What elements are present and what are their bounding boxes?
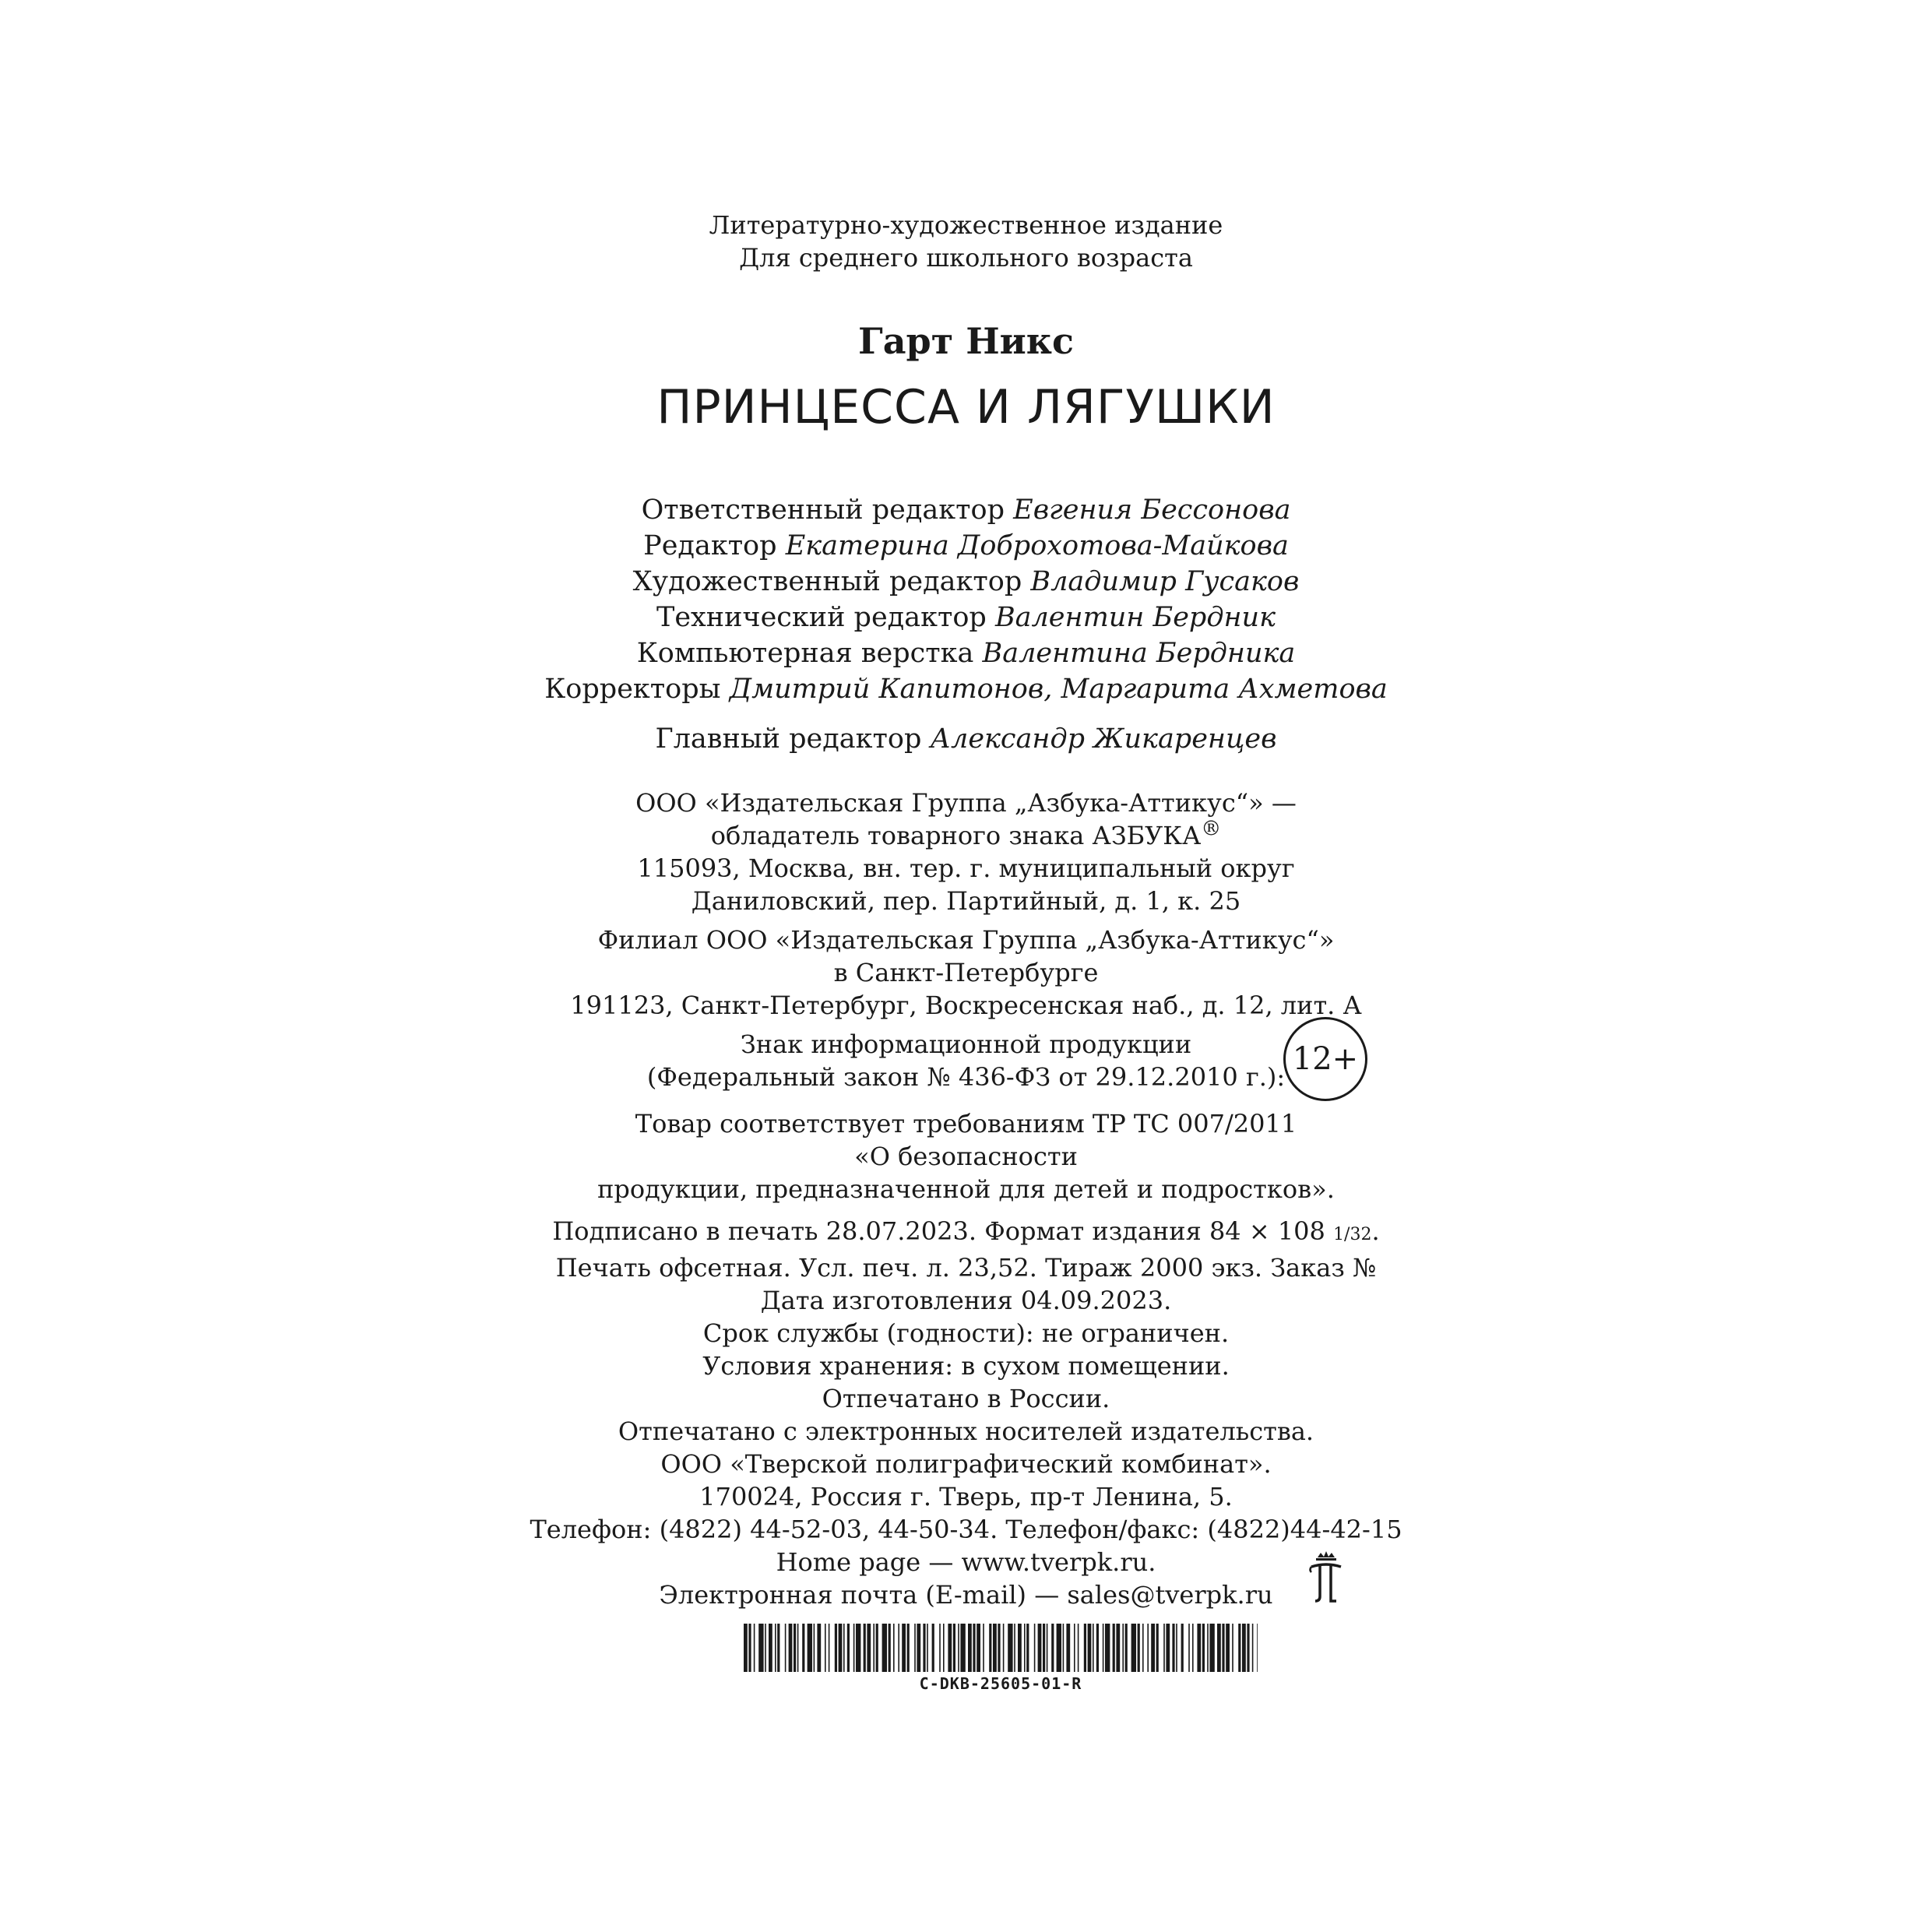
barcode-bar <box>785 1624 787 1672</box>
barcode-bar <box>1084 1624 1086 1672</box>
credit-name: Валентин Бердник <box>994 602 1276 633</box>
barcode-bar <box>1176 1624 1177 1672</box>
print-format-end: . <box>1371 1216 1380 1246</box>
barcode-bar <box>889 1624 891 1672</box>
barcode-bar <box>1051 1624 1054 1672</box>
barcode-bar <box>1156 1624 1159 1672</box>
barcode-bar <box>1063 1624 1065 1672</box>
compliance-line: продукции, предназначенной для детей и подростков». <box>597 1174 1335 1204</box>
shelf-life: Срок службы (годности): не ограничен. <box>702 1318 1230 1348</box>
barcode-bar <box>769 1624 772 1672</box>
barcode-bar <box>1103 1624 1104 1672</box>
printer-logo-icon <box>1307 1550 1346 1604</box>
credit-role: Корректоры <box>544 674 721 705</box>
barcode-bar <box>1192 1624 1194 1672</box>
barcode-bar <box>948 1624 952 1672</box>
barcode-bar <box>1188 1624 1190 1672</box>
info-sign-block <box>0 1028 1932 1093</box>
barcode-bar <box>744 1624 748 1672</box>
barcode-bar <box>943 1624 945 1672</box>
barcode-bar <box>1238 1624 1240 1672</box>
chief-editor-line <box>0 721 1932 757</box>
credit-name: Валентина Бердника <box>982 638 1296 669</box>
barcode-bar <box>1172 1624 1174 1672</box>
credit-line <box>0 564 1932 600</box>
barcode-bar <box>1125 1624 1128 1672</box>
barcode-bar <box>1078 1624 1079 1672</box>
barcode-bar <box>958 1624 959 1672</box>
barcode-bar <box>1026 1624 1029 1672</box>
credit-name: Владимир Гусаков <box>1030 566 1300 597</box>
barcode-bar <box>1066 1624 1070 1672</box>
barcode-bar <box>927 1624 928 1672</box>
book-title: ПРИНЦЕССА И ЛЯГУШКИ <box>656 380 1276 435</box>
credit-line <box>0 492 1932 528</box>
barcode-bar <box>983 1624 984 1672</box>
compliance-line: «О безопасности <box>854 1142 1078 1171</box>
printer-email: Электронная почта (E-mail) — sales@tverpk.ru <box>659 1580 1273 1610</box>
barcode-bar <box>1047 1624 1048 1672</box>
barcode-bar <box>1222 1624 1224 1672</box>
barcode-bar <box>1247 1624 1249 1672</box>
barcode-bar <box>808 1624 812 1672</box>
barcode-bar <box>1088 1624 1092 1672</box>
barcode-bar <box>1122 1624 1124 1672</box>
barcode-bar <box>1034 1624 1036 1672</box>
printed-from: Отпечатано с электронных носителей издательства. <box>618 1416 1314 1446</box>
printer-phone: Телефон: (4822) 44-52-03, 44-50-34. Телефон/факс: (4822)44-42-15 <box>530 1515 1402 1544</box>
barcode-bar <box>1024 1624 1026 1672</box>
barcode-bar <box>839 1624 843 1672</box>
barcode-bar <box>825 1624 826 1672</box>
barcode-bar <box>953 1624 955 1672</box>
barcode-bar <box>1014 1624 1015 1672</box>
age-rating-badge: 12+ <box>1283 1017 1367 1101</box>
barcode-bar <box>1138 1624 1140 1672</box>
credits-block <box>0 492 1932 707</box>
barcode-bar <box>1257 1624 1258 1672</box>
barcode-icon <box>744 1624 1258 1672</box>
storage-conditions: Условия хранения: в сухом помещении. <box>702 1351 1230 1381</box>
barcode-bar <box>923 1624 925 1672</box>
credit-role: Технический редактор <box>656 602 987 633</box>
publisher-name: ООО «Издательская Группа „Азбука-Аттикус“» — <box>635 788 1297 818</box>
author-name: Гарт Никс <box>857 320 1075 362</box>
barcode-bar <box>777 1624 779 1672</box>
credit-name: Александр Жикаренцев <box>930 723 1277 755</box>
barcode-bar <box>1226 1624 1230 1672</box>
barcode-bar <box>1181 1624 1184 1672</box>
barcode-bar <box>867 1624 871 1672</box>
barcode-bar <box>882 1624 887 1672</box>
barcode-bar <box>893 1624 895 1672</box>
barcode-bar <box>829 1624 830 1672</box>
credit-line <box>0 721 1932 757</box>
barcode-bar <box>864 1624 866 1672</box>
credit-line <box>0 635 1932 671</box>
barcode-bar <box>1105 1624 1110 1672</box>
barcode-bar <box>873 1624 875 1672</box>
barcode-bar <box>1151 1624 1155 1672</box>
barcode-bar <box>977 1624 980 1672</box>
barcode-bar <box>1217 1624 1221 1672</box>
credit-line <box>0 671 1932 707</box>
barcode-bar <box>843 1624 845 1672</box>
barcode-bar <box>1113 1624 1115 1672</box>
barcode-bar <box>917 1624 920 1672</box>
barcode-bar <box>1074 1624 1075 1672</box>
print-run-line: Печать офсетная. Усл. печ. л. 23,52. Тираж 2000 экз. Заказ № <box>555 1253 1377 1283</box>
barcode-bar <box>1163 1624 1165 1672</box>
barcode-bar <box>1096 1624 1099 1672</box>
barcode-bar <box>814 1624 815 1672</box>
credit-role: Главный редактор <box>655 723 922 755</box>
barcode-bar <box>1209 1624 1214 1672</box>
branch-address: 191123, Санкт-Петербург, Воскресенская наб., д. 12, лит. А <box>570 991 1362 1020</box>
credit-name: Екатерина Доброхотова-Майкова <box>785 530 1289 561</box>
barcode-bar <box>998 1624 1000 1672</box>
barcode-bar <box>932 1624 934 1672</box>
credit-name: Дмитрий Капитонов, Маргарита Ахметова <box>729 674 1388 705</box>
barcode-bar <box>1057 1624 1061 1672</box>
info-sign-label: Знак информационной продукции <box>740 1029 1192 1059</box>
publisher-block <box>0 787 1932 917</box>
printer-address: 170024, Россия г. Тверь, пр-т Ленина, 5. <box>699 1482 1233 1511</box>
barcode-bar <box>1008 1624 1012 1672</box>
barcode-bar <box>939 1624 941 1672</box>
barcode-bar <box>1043 1624 1045 1672</box>
publisher-address-2: Даниловский, пер. Партийный, д. 1, к. 25 <box>691 886 1241 916</box>
barcode-bar <box>968 1624 972 1672</box>
credit-line <box>0 528 1932 564</box>
barcode-bar <box>902 1624 906 1672</box>
credit-name: Евгения Бессонова <box>1013 494 1291 526</box>
credit-role: Ответственный редактор <box>641 494 1005 526</box>
barcode-bar <box>1252 1624 1254 1672</box>
barcode-bar <box>1003 1624 1005 1672</box>
credit-role: Редактор <box>643 530 777 561</box>
manufacture-date: Дата изготовления 04.09.2023. <box>760 1286 1172 1315</box>
barcode-bar <box>973 1624 975 1672</box>
compliance-block <box>0 1107 1932 1205</box>
barcode-bar <box>1207 1624 1209 1672</box>
barcode-bar <box>797 1624 799 1672</box>
barcode-bar <box>907 1624 910 1672</box>
barcode-bar <box>914 1624 916 1672</box>
credit-line <box>0 600 1932 635</box>
barcode-bar <box>1166 1624 1170 1672</box>
trademark-line <box>0 819 1932 852</box>
barcode-bar <box>789 1624 793 1672</box>
barcode-bar <box>876 1624 878 1672</box>
branch-name: Филиал ООО «Издательская Группа „Азбука-Аттикус“» <box>597 925 1335 955</box>
compliance-line: Товар соответствует требованиям ТР ТС 007/2011 <box>635 1109 1297 1138</box>
barcode-bar <box>847 1624 850 1672</box>
printer-name: ООО «Тверской полиграфический комбинат». <box>660 1449 1272 1479</box>
edition-type-block <box>0 209 1932 274</box>
publisher-address-1: 115093, Москва, вн. тер. г. муниципальный округ <box>637 853 1295 883</box>
barcode-bar <box>748 1624 751 1672</box>
barcode-bar <box>1093 1624 1094 1672</box>
barcode-bar <box>835 1624 837 1672</box>
trademark-text: обладатель товарного знака АЗБУКА <box>710 821 1202 850</box>
print-format-fraction: 1/32 <box>1333 1225 1372 1244</box>
barcode-bar <box>758 1624 763 1672</box>
edition-type: Литературно-художественное издание <box>709 210 1223 240</box>
credit-role: Компьютерная верстка <box>636 638 974 669</box>
barcode-bar <box>802 1624 804 1672</box>
print-format-line <box>0 1215 1932 1251</box>
print-format-text: Подписано в печать 28.07.2023. Формат издания 84 × 108 <box>552 1216 1334 1246</box>
barcode-bar <box>1038 1624 1042 1672</box>
barcode-bar <box>853 1624 855 1672</box>
barcode-bar <box>794 1624 796 1672</box>
barcode-bar <box>993 1624 997 1672</box>
barcode-bar <box>1202 1624 1205 1672</box>
branch-block <box>0 924 1932 1022</box>
printed-in: Отпечатано в России. <box>822 1384 1110 1413</box>
barcode-bar <box>989 1624 991 1672</box>
printer-homepage: Home page — www.tverpk.ru. <box>776 1547 1156 1577</box>
credit-role: Художественный редактор <box>632 566 1022 597</box>
barcode-bar <box>1147 1624 1149 1672</box>
barcode-label: C-DKB-25605-01-R <box>919 1674 1082 1693</box>
barcode-bar <box>775 1624 776 1672</box>
barcode-bar <box>1131 1624 1136 1672</box>
barcode-bar <box>754 1624 755 1672</box>
barcode-bar <box>1197 1624 1201 1672</box>
info-sign-law: (Федеральный закон № 436-ФЗ от 29.12.2010 г.): <box>646 1062 1286 1092</box>
barcode-bar <box>898 1624 899 1672</box>
barcode-bar <box>1018 1624 1022 1672</box>
barcode-bar <box>960 1624 965 1672</box>
barcode-bar <box>817 1624 821 1672</box>
registered-mark: ® <box>1201 817 1222 841</box>
barcode-bar <box>856 1624 860 1672</box>
print-info-block <box>0 1215 1932 1611</box>
branch-city: в Санкт-Петербурге <box>833 958 1099 987</box>
barcode-bar <box>1242 1624 1246 1672</box>
barcode-bar <box>765 1624 766 1672</box>
age-group: Для среднего школьного возраста <box>739 243 1193 273</box>
barcode-bar <box>1142 1624 1144 1672</box>
barcode-bar <box>1116 1624 1120 1672</box>
barcode-bar <box>1232 1624 1233 1672</box>
